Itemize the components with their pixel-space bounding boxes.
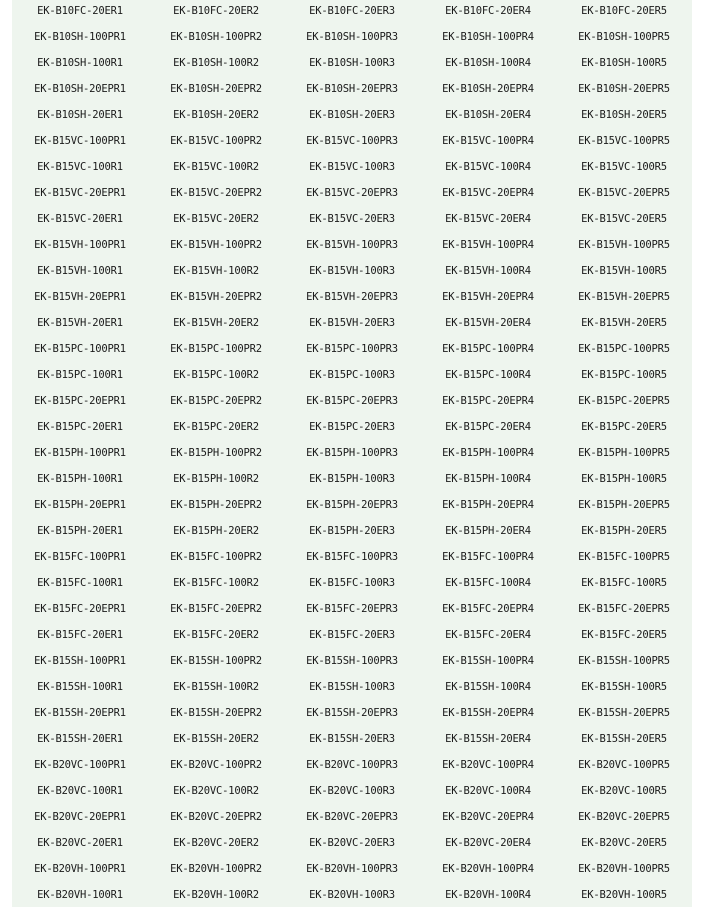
part-number-cell: EK-B15PC-20ER3	[309, 421, 395, 433]
part-number-cell: EK-B10SH-20EPR2	[170, 83, 262, 95]
part-number-cell: EK-B15VC-100PR1	[34, 135, 126, 147]
part-number-cell: EK-B15SH-100PR4	[442, 655, 534, 667]
part-number-cell: EK-B15PH-20EPR4	[442, 499, 534, 511]
part-number-cell: EK-B20VC-20EPR1	[34, 811, 126, 823]
part-number-cell: EK-B15VH-100PR5	[578, 239, 670, 251]
part-number-cell: EK-B15PH-100R1	[37, 473, 123, 485]
part-number-cell: EK-B20VH-100R3	[309, 889, 395, 901]
part-number-cell: EK-B20VC-20EPR5	[578, 811, 670, 823]
part-number-cell: EK-B15VH-100PR4	[442, 239, 534, 251]
part-number-cell: EK-B15PC-20ER5	[581, 421, 667, 433]
part-number-cell: EK-B15PC-20ER1	[37, 421, 123, 433]
part-number-cell: EK-B15VC-100R3	[309, 161, 395, 173]
part-number-cell: EK-B20VH-100R5	[581, 889, 667, 901]
part-number-cell: EK-B10SH-100R4	[445, 57, 531, 69]
part-number-cell: EK-B15SH-20ER4	[445, 733, 531, 745]
part-number-cell: EK-B20VC-20ER2	[173, 837, 259, 849]
part-number-cell: EK-B20VC-20ER1	[37, 837, 123, 849]
part-number-cell: EK-B20VC-100PR3	[306, 759, 398, 771]
part-number-cell: EK-B15PH-20ER3	[309, 525, 395, 537]
part-number-cell: EK-B15PH-100R3	[309, 473, 395, 485]
part-number-cell: EK-B15VH-100PR1	[34, 239, 126, 251]
part-number-cell: EK-B15VH-20ER2	[173, 317, 259, 329]
part-number-cell: EK-B15PC-100R2	[173, 369, 259, 381]
part-number-cell: EK-B20VC-20EPR4	[442, 811, 534, 823]
part-number-cell: EK-B15PC-100R3	[309, 369, 395, 381]
part-number-cell: EK-B15VC-20ER4	[445, 213, 531, 225]
part-number-cell: EK-B15VC-100R2	[173, 161, 259, 173]
part-number-cell: EK-B10SH-20ER3	[309, 109, 395, 121]
part-number-cell: EK-B15FC-20ER3	[309, 629, 395, 641]
part-number-cell: EK-B15FC-20EPR3	[306, 603, 398, 615]
part-number-cell: EK-B15FC-20ER2	[173, 629, 259, 641]
part-number-cell: EK-B15VC-100R1	[37, 161, 123, 173]
part-number-cell: EK-B15PC-20ER2	[173, 421, 259, 433]
part-number-cell: EK-B15PH-20ER2	[173, 525, 259, 537]
part-number-cell: EK-B10FC-20ER5	[581, 5, 667, 17]
part-number-cell: EK-B15FC-20ER4	[445, 629, 531, 641]
part-number-cell: EK-B15FC-20ER5	[581, 629, 667, 641]
part-number-cell: EK-B15PH-100R2	[173, 473, 259, 485]
part-number-cell: EK-B15VC-20ER1	[37, 213, 123, 225]
part-number-cell: EK-B10SH-100R3	[309, 57, 395, 69]
part-number-cell: EK-B15PH-100PR4	[442, 447, 534, 459]
part-number-cell: EK-B20VC-100PR4	[442, 759, 534, 771]
part-number-cell: EK-B15VH-20ER5	[581, 317, 667, 329]
part-number-cell: EK-B15PH-20EPR1	[34, 499, 126, 511]
part-number-cell: EK-B15PC-100PR3	[306, 343, 398, 355]
part-number-cell: EK-B15SH-100PR2	[170, 655, 262, 667]
part-number-cell: EK-B15FC-100PR3	[306, 551, 398, 563]
part-number-cell: EK-B15VH-20EPR2	[170, 291, 262, 303]
part-number-cell: EK-B15FC-100PR1	[34, 551, 126, 563]
part-number-cell: EK-B15SH-100R1	[37, 681, 123, 693]
part-number-cell: EK-B15FC-100PR4	[442, 551, 534, 563]
part-number-cell: EK-B20VC-20EPR2	[170, 811, 262, 823]
part-number-cell: EK-B15VH-20EPR1	[34, 291, 126, 303]
part-number-cell: EK-B15VC-20EPR4	[442, 187, 534, 199]
part-number-cell: EK-B15FC-20EPR2	[170, 603, 262, 615]
part-number-cell: EK-B15PH-20EPR2	[170, 499, 262, 511]
part-number-cell: EK-B15SH-100PR1	[34, 655, 126, 667]
part-number-cell: EK-B20VC-100R1	[37, 785, 123, 797]
part-number-cell: EK-B10SH-20ER2	[173, 109, 259, 121]
part-number-cell: EK-B15PC-100PR2	[170, 343, 262, 355]
part-number-cell: EK-B15SH-20ER1	[37, 733, 123, 745]
part-number-cell: EK-B10SH-20ER4	[445, 109, 531, 121]
part-number-cell: EK-B15VC-20ER5	[581, 213, 667, 225]
part-number-cell: EK-B10SH-20EPR3	[306, 83, 398, 95]
part-number-cell: EK-B15SH-100PR3	[306, 655, 398, 667]
part-number-cell: EK-B15PH-100R5	[581, 473, 667, 485]
part-number-cell: EK-B15VC-20EPR2	[170, 187, 262, 199]
part-number-cell: EK-B10SH-100R1	[37, 57, 123, 69]
part-number-cell: EK-B15FC-20EPR4	[442, 603, 534, 615]
part-number-cell: EK-B15VH-100PR3	[306, 239, 398, 251]
part-number-cell: EK-B15SH-100PR5	[578, 655, 670, 667]
part-number-cell: EK-B15VH-20ER1	[37, 317, 123, 329]
part-number-cell: EK-B15VH-20EPR5	[578, 291, 670, 303]
part-number-cell: EK-B15VH-100R2	[173, 265, 259, 277]
part-number-cell: EK-B15VC-100R5	[581, 161, 667, 173]
part-number-cell: EK-B15VH-100PR2	[170, 239, 262, 251]
part-number-cell: EK-B15PH-20ER4	[445, 525, 531, 537]
part-number-cell: EK-B15SH-20ER3	[309, 733, 395, 745]
part-number-cell: EK-B10SH-100PR5	[578, 31, 670, 43]
part-number-cell: EK-B10SH-100PR3	[306, 31, 398, 43]
part-number-cell: EK-B15VH-100R1	[37, 265, 123, 277]
part-number-cell: EK-B10SH-20EPR5	[578, 83, 670, 95]
part-number-cell: EK-B20VC-100R4	[445, 785, 531, 797]
part-number-cell: EK-B10SH-100PR1	[34, 31, 126, 43]
part-number-cell: EK-B15SH-20ER5	[581, 733, 667, 745]
part-number-cell: EK-B10SH-20EPR1	[34, 83, 126, 95]
part-number-cell: EK-B20VC-20ER4	[445, 837, 531, 849]
part-number-cell: EK-B20VH-100R4	[445, 889, 531, 901]
part-number-cell: EK-B15PC-100R4	[445, 369, 531, 381]
part-number-cell: EK-B20VC-100R3	[309, 785, 395, 797]
part-number-cell: EK-B10FC-20ER1	[37, 5, 123, 17]
part-number-cell: EK-B15PC-100PR5	[578, 343, 670, 355]
part-number-cell: EK-B15VC-20ER3	[309, 213, 395, 225]
part-number-cell: EK-B20VH-100R1	[37, 889, 123, 901]
part-number-cell: EK-B20VC-100R2	[173, 785, 259, 797]
part-number-cell: EK-B20VH-100PR3	[306, 863, 398, 875]
part-number-cell: EK-B15VC-20ER2	[173, 213, 259, 225]
part-number-cell: EK-B15FC-100R1	[37, 577, 123, 589]
part-number-cell: EK-B15VC-100PR3	[306, 135, 398, 147]
part-number-cell: EK-B15SH-100R3	[309, 681, 395, 693]
part-number-cell: EK-B15SH-20ER2	[173, 733, 259, 745]
part-number-cell: EK-B10SH-20EPR4	[442, 83, 534, 95]
part-number-cell: EK-B15SH-100R2	[173, 681, 259, 693]
part-number-cell: EK-B20VH-100R2	[173, 889, 259, 901]
part-number-cell: EK-B20VC-20ER3	[309, 837, 395, 849]
part-number-cell: EK-B15VC-100R4	[445, 161, 531, 173]
part-number-cell: EK-B20VH-100PR1	[34, 863, 126, 875]
part-number-cell: EK-B15PH-20EPR5	[578, 499, 670, 511]
part-number-cell: EK-B15VC-100PR5	[578, 135, 670, 147]
part-number-cell: EK-B10SH-20ER1	[37, 109, 123, 121]
part-number-cell: EK-B20VH-100PR2	[170, 863, 262, 875]
part-number-cell: EK-B15VH-20EPR4	[442, 291, 534, 303]
part-number-cell: EK-B15PH-20ER1	[37, 525, 123, 537]
part-number-cell: EK-B15SH-20EPR5	[578, 707, 670, 719]
part-number-sheet	[12, 0, 692, 907]
part-number-cell: EK-B20VC-100PR5	[578, 759, 670, 771]
part-number-cell: EK-B15PC-100R1	[37, 369, 123, 381]
part-number-cell: EK-B15SH-20EPR4	[442, 707, 534, 719]
part-number-cell: EK-B15SH-100R4	[445, 681, 531, 693]
part-number-cell: EK-B10FC-20ER4	[445, 5, 531, 17]
part-number-cell: EK-B15VC-20EPR1	[34, 187, 126, 199]
part-number-grid	[12, 0, 692, 908]
part-number-cell: EK-B10SH-20ER5	[581, 109, 667, 121]
part-number-cell: EK-B15PH-100PR5	[578, 447, 670, 459]
part-number-cell: EK-B15PH-100PR3	[306, 447, 398, 459]
part-number-cell: EK-B10FC-20ER2	[173, 5, 259, 17]
part-number-cell: EK-B15PH-20ER5	[581, 525, 667, 537]
part-number-cell: EK-B10FC-20ER3	[309, 5, 395, 17]
part-number-cell: EK-B15PC-20EPR1	[34, 395, 126, 407]
part-number-cell: EK-B15SH-20EPR2	[170, 707, 262, 719]
part-number-cell: EK-B15PH-100PR1	[34, 447, 126, 459]
part-number-cell: EK-B15VH-20ER3	[309, 317, 395, 329]
part-number-cell: EK-B15PC-100PR1	[34, 343, 126, 355]
part-number-cell: EK-B10SH-100R5	[581, 57, 667, 69]
part-number-cell: EK-B15FC-100R3	[309, 577, 395, 589]
part-number-cell: EK-B15PH-100PR2	[170, 447, 262, 459]
part-number-cell: EK-B20VC-100PR2	[170, 759, 262, 771]
part-number-cell: EK-B20VC-20EPR3	[306, 811, 398, 823]
part-number-cell: EK-B15PC-100PR4	[442, 343, 534, 355]
part-number-cell: EK-B15VH-20ER4	[445, 317, 531, 329]
part-number-cell: EK-B15FC-100PR5	[578, 551, 670, 563]
part-number-cell: EK-B15VC-20EPR5	[578, 187, 670, 199]
part-number-cell: EK-B15FC-20EPR1	[34, 603, 126, 615]
part-number-cell: EK-B10SH-100PR2	[170, 31, 262, 43]
part-number-cell: EK-B15PH-100R4	[445, 473, 531, 485]
part-number-cell: EK-B15PC-20EPR3	[306, 395, 398, 407]
part-number-cell: EK-B15VC-100PR4	[442, 135, 534, 147]
part-number-cell: EK-B15PC-20EPR4	[442, 395, 534, 407]
part-number-cell: EK-B20VH-100PR5	[578, 863, 670, 875]
part-number-cell: EK-B15SH-20EPR3	[306, 707, 398, 719]
part-number-cell: EK-B20VC-100R5	[581, 785, 667, 797]
part-number-cell: EK-B15FC-100R2	[173, 577, 259, 589]
part-number-cell: EK-B10SH-100R2	[173, 57, 259, 69]
part-number-cell: EK-B15PC-20ER4	[445, 421, 531, 433]
part-number-cell: EK-B15PC-100R5	[581, 369, 667, 381]
part-number-cell: EK-B15VC-20EPR3	[306, 187, 398, 199]
part-number-cell: EK-B15SH-100R5	[581, 681, 667, 693]
part-number-cell: EK-B15PH-20EPR3	[306, 499, 398, 511]
part-number-cell: EK-B20VH-100PR4	[442, 863, 534, 875]
part-number-cell: EK-B20VC-20ER5	[581, 837, 667, 849]
part-number-cell: EK-B15PC-20EPR5	[578, 395, 670, 407]
part-number-cell: EK-B15FC-20EPR5	[578, 603, 670, 615]
part-number-cell: EK-B15FC-100R5	[581, 577, 667, 589]
part-number-cell: EK-B15VH-100R4	[445, 265, 531, 277]
part-number-cell: EK-B15PC-20EPR2	[170, 395, 262, 407]
part-number-cell: EK-B15VC-100PR2	[170, 135, 262, 147]
part-number-cell: EK-B10SH-100PR4	[442, 31, 534, 43]
part-number-cell: EK-B15SH-20EPR1	[34, 707, 126, 719]
part-number-cell: EK-B15FC-100PR2	[170, 551, 262, 563]
part-number-cell: EK-B15VH-100R3	[309, 265, 395, 277]
part-number-cell: EK-B15VH-20EPR3	[306, 291, 398, 303]
part-number-cell: EK-B15FC-100R4	[445, 577, 531, 589]
part-number-cell: EK-B15VH-100R5	[581, 265, 667, 277]
part-number-cell: EK-B15FC-20ER1	[37, 629, 123, 641]
part-number-cell: EK-B20VC-100PR1	[34, 759, 126, 771]
